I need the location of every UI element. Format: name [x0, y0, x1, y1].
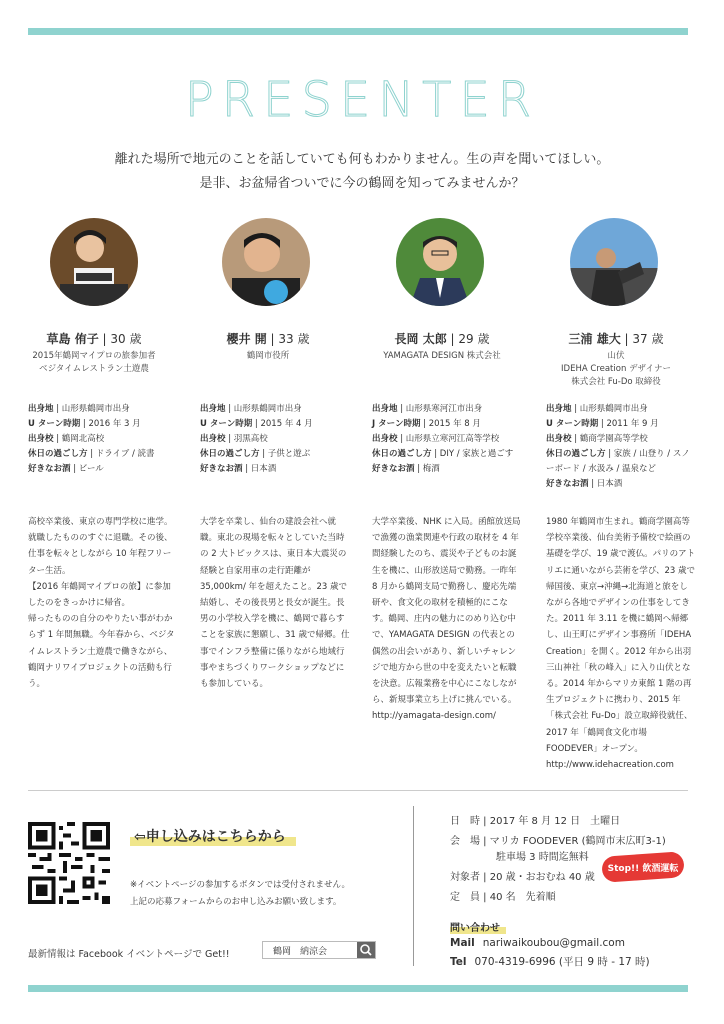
- search-icon[interactable]: [357, 942, 375, 958]
- bottom-band: [28, 985, 688, 992]
- presenter-3-role: YAMAGATA DESIGN 株式会社: [383, 351, 501, 361]
- avatar-sakurai: [222, 218, 310, 306]
- presenter-1-role: 2015年鶴岡マイプロの旅参加者 ベジタイムレストラン土遊農: [32, 351, 156, 374]
- presenter-1-bio: 高校卒業後、東京の専門学校に進学。就職したもののすぐに退職。その後、仕事を転々としながら 10 年程フリーター生活。 【2016 年鶴岡マイプロの旅】に参加したのをきっかけに帰省。 帰ったものの自分のやりたい事がわからず 1 年間無職。今年春から、ベジタイムレストラン土遊農で働きながら、鶴岡ナリワイプロジェクトの活動も行う。: [28, 517, 175, 690]
- facebook-search-text: 鶴岡 納涼会: [273, 947, 328, 957]
- presenter-2-role: 鶴岡市役所: [246, 351, 290, 361]
- presenter-1-name: 草島 侑子 | 30 歳: [46, 332, 142, 346]
- event-capacity: 定 員 | 40 名 先着順: [450, 892, 556, 903]
- presenter-1-profile: 出身地 | 山形県鶴岡市出身 U ターン時期 | 2016 年 3 月 出身校 | 鶴岡北高校 休日の過ごし方 | ドライブ / 読書 好きなお酒 | ビール: [28, 404, 155, 474]
- page-title: PRESENTER: [184, 72, 540, 128]
- lead-line-2: 是非、お盆帰省ついでに今の鶴岡を知ってみませんか？: [199, 176, 525, 191]
- presenter-3-link[interactable]: http://yamagata-design.com/: [372, 711, 496, 722]
- apply-note-1: ※イベントページの参加するボタンでは受付されません。: [130, 880, 350, 890]
- presenter-4-role: 山伏 IDEHA Creation デザイナー 株式会社 Fu-Do 取締役: [561, 351, 671, 387]
- event-date: 日 時 | 2017 年 8 月 12 日 土曜日: [450, 816, 621, 827]
- presenter-4-name: 三浦 雄大 | 37 歳: [568, 332, 664, 346]
- svg-text:Stop!! 飲酒運転: Stop!! 飲酒運転: [607, 864, 679, 874]
- facebook-search-box[interactable]: [262, 941, 376, 959]
- contact-tel[interactable]: Tel 070-4319-6996 (平日 9 時 - 17 時): [450, 956, 650, 968]
- qr-code-icon[interactable]: [28, 822, 110, 904]
- presenter-3-name: 長岡 太郎 | 29 歳: [394, 332, 490, 346]
- avatar-kusajima: [50, 218, 138, 306]
- contact-mail[interactable]: Mail nariwaikoubou@gmail.com: [450, 937, 625, 949]
- presenter-4-profile: 出身地 | 山形県鶴岡市出身 U ターン時期 | 2011 年 9 月 出身校 | 鶴商学園高等学校 休日の過ごし方 | 家族 / 山登り / スノーボード / 水汲み / 温泉など 好きなお酒 | 日本酒: [546, 404, 690, 489]
- event-parking: 駐車場 3 時間迄無料: [496, 852, 589, 863]
- event-venue: 会 場 | マリカ FOODEVER (鶴岡市末広町3-1): [450, 836, 666, 847]
- presenter-4-bio: 1980 年鶴岡市生まれ。鶴商学園高等学校卒業後、仙台美術予備校で絵画の基礎を学び、19 歳で渡仏。パリのアトリエに通いながら芸術を学び、23 歳で帰国後、東京→沖縄→北海道と旅をしながら各地でデザインの仕事をしてきた。2011 年 3.11 を機に鶴岡へ帰郷し、山王町にデザイン事務所「IDEHA Creation」を開く。2012 年から出羽三山神社「秋の峰入」に入り山伏となる。2014 年からマリカ東館 1 階の再生プロジェクトに携わり、2015 年「株式会社 Fu-Do」設立取締役就任、2017 年「鶴岡食文化市場 FOODEVER」オープン。 http://www.idehacreation.com: [546, 514, 696, 773]
- presenter-2-bio: 大学を卒業し、仙台の建設会社へ就職。東北の現場を転々としていた当時の 2 大トピックスは、東日本大震災の経験と自家用車の走行距離が 35,000km/ 年を超えたこと。23 歳で結婚し、その後長男と長女が誕生。長男の小学校入学を機に、鶴岡で暮らすことを家族に懇願し、31 歳で帰郷。仕事でインフラ整備に係りながら地域行事やまちづくりワークショップなどにも参加している。: [200, 517, 350, 690]
- event-target: 対象者 | 20 歳・おおむね 40 歳: [450, 872, 595, 883]
- lead-line-1: 離れた場所で地元のことを話していても何もわかりません。生の声を聞いてほしい。: [114, 152, 610, 167]
- presenter-2-profile: 出身地 | 山形県鶴岡市出身 U ターン時期 | 2015 年 4 月 出身校 | 羽黒高校 休日の過ごし方 | 子供と遊ぶ 好きなお酒 | 日本酒: [200, 404, 313, 474]
- section-divider: [28, 790, 688, 791]
- presenter-2-name: 櫻井 開 | 33 歳: [226, 332, 310, 346]
- presenter-4-link[interactable]: http://www.idehacreation.com: [546, 760, 674, 771]
- avatar-miura: [570, 218, 658, 306]
- facebook-note: 最新情報は Facebook イベントページで Get!!: [28, 949, 230, 960]
- top-band: [28, 28, 688, 35]
- vertical-divider: [413, 806, 414, 966]
- avatar-nagaoka: [396, 218, 484, 306]
- stop-drunk-driving-badge: [600, 852, 686, 882]
- apply-heading: ⇦申し込みはこちらから: [130, 826, 296, 846]
- contact-heading: 問い合わせ: [450, 919, 506, 934]
- presenter-3-profile: 出身地 | 山形県寒河江市出身 J ターン時期 | 2015 年 8 月 出身校 | 山形県立寒河江高等学校 休日の過ごし方 | DIY / 家族と過ごす 好きなお酒 | 梅酒: [372, 404, 514, 474]
- apply-note-2: 上記の応募フォームからのお申し込みお願い致します。: [130, 897, 342, 907]
- presenter-3-bio: 大学卒業後、NHK に入局。函館放送局で漁獲の漁業関連や行政の取材を 4 年間経験したのち、震災や子どものお誕生を機に、山形放送局で勤務。一昨年 8 月から鶴岡支局で勤務し、慶応先端研や、食文化の取材を積極的にこなす。鶴岡、庄内の魅力にのめり込む中で、YAMAGATA DESIGN の代表との偶然の出会いがあり、新しいチャレンジで地方から世の中を変えたいと転職を決意。広報業務を中心にこなしながら、新規事業立ち上げに挑んでいる。 http://yamagata-design.com/: [372, 514, 522, 725]
